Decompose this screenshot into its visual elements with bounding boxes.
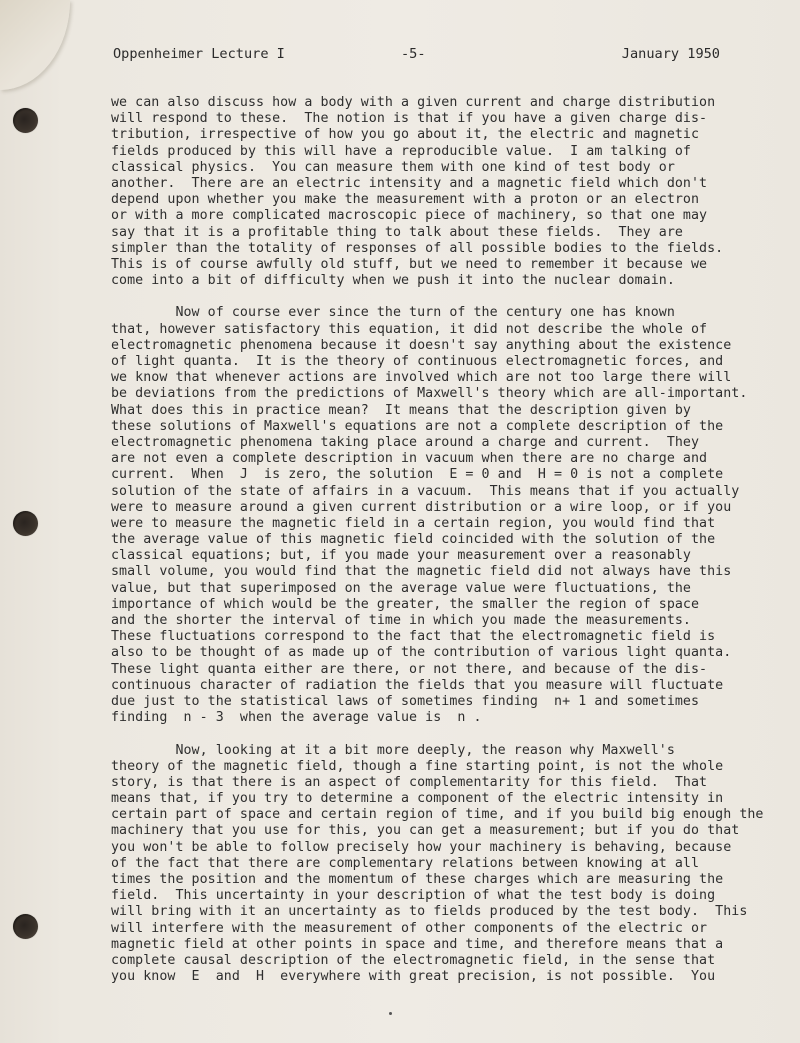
text-line: and the shorter the interval of time in which you made the measurements. [111, 613, 691, 628]
text-line: electromagnetic phenomena because it doesn't say anything about the existence [111, 337, 732, 353]
text-line: means that, if you try to determine a component of the electric intensity in [111, 791, 724, 807]
paragraph-2 [111, 305, 791, 726]
text-line: certain part of space and certain region of time, and if you build big enough the [111, 807, 764, 823]
text-line: magnetic field at other points in space and time, and therefore means that a [111, 936, 724, 952]
text-line: importance of which would be the greater, the smaller the region of space [111, 596, 700, 612]
text-line: classical physics. You can measure them with one kind of test body or [111, 159, 675, 175]
text-line: tribution, irrespective of how you go about it, the electric and magnetic [111, 127, 700, 143]
paragraph-gap [111, 289, 791, 305]
binder-hole-middle [13, 511, 38, 536]
text-line: These fluctuations correspond to the fact that the electromagnetic field is [111, 629, 716, 645]
text-line: or with a more complicated macroscopic piece of machinery, so that one may [111, 208, 708, 224]
text-line: will respond to these. The notion is that if you have a given charge dis- [111, 111, 708, 127]
text-line: will interfere with the measurement of other components of the electric or [111, 920, 708, 936]
text-line: also to be thought of as made up of the contribution of various light quanta. [111, 645, 732, 661]
text-line: due just to the statistical laws of sometimes finding n+ 1 and sometimes [111, 693, 700, 709]
binder-hole-bottom [13, 914, 38, 939]
text-line: another. There are an electric intensity and a magnetic field which don't [111, 175, 708, 191]
text-line: machinery that you use for this, you can get a measurement; but if you do that [111, 823, 740, 839]
page-header [113, 46, 720, 68]
text-line: These light quanta either are there, or not there, and because of the dis- [111, 661, 708, 677]
text-line: you know E and H everywhere with great precision, is not possible. You [111, 969, 716, 985]
text-line: theory of the magnetic field, though a fine starting point, is not the whole [111, 758, 724, 774]
text-line: simpler than the totality of responses of all possible bodies to the fields. [111, 240, 724, 256]
page-corner-curl [0, 0, 70, 90]
text-line: current. When J is zero, the solution E = 0 and H = 0 is not a complete [111, 467, 724, 483]
text-line: value, but that superimposed on the average value were fluctuations, the [111, 580, 691, 596]
text-line: fields produced by this will have a reproducible value. I am talking of [111, 143, 691, 159]
text-line: small volume, you would find that the magnetic field did not always have this [111, 564, 732, 580]
text-line: Now, looking at it a bit more deeply, the reason why Maxwell's [111, 742, 675, 758]
text-line: field. This uncertainty in your description of what the test body is doing [111, 888, 716, 904]
text-line: are not even a complete description in vacuum when there are no charge and [111, 451, 708, 467]
text-line: come into a bit of difficulty when we push it into the nuclear domain. [111, 273, 675, 289]
ink-speck [389, 1012, 392, 1015]
paragraph-gap [111, 726, 791, 742]
text-line: these solutions of Maxwell's equations are not a complete description of the [111, 418, 724, 434]
text-line: depend upon whether you make the measurement with a proton or an electron [111, 192, 700, 208]
text-line: solution of the state of affairs in a vacuum. This means that if you actually [111, 483, 740, 499]
text-line: the average value of this magnetic field coincided with the solution of the [111, 532, 716, 548]
text-line: times the position and the momentum of these charges which are measuring the [111, 872, 724, 887]
text-line: continuous character of radiation the fields that you measure will fluctuate [111, 677, 724, 693]
text-line: What does this in practice mean? It means that the description given by [111, 402, 691, 418]
text-line: were to measure around a given current distribution or a wire loop, or if you [111, 499, 732, 515]
body-text [111, 95, 791, 985]
text-line: of light quanta. It is the theory of continuous electromagnetic forces, and [111, 354, 724, 369]
binder-hole-top [13, 108, 38, 133]
text-line: classical equations; but, if you made your measurement over a reasonably [111, 548, 691, 564]
text-line: were to measure the magnetic field in a certain region, you would find that [111, 515, 716, 531]
text-line: electromagnetic phenomena taking place around a charge and current. They [111, 434, 700, 450]
text-line: you won't be able to follow precisely how your machinery is behaving, because [111, 839, 732, 855]
text-line: be deviations from the predictions of Maxwell's theory which are all-important. [111, 386, 748, 402]
text-line: complete causal description of the electromagnetic field, in the sense that [111, 952, 716, 968]
text-line: of the fact that there are complementary relations between knowing at all [111, 855, 700, 871]
paragraph-3 [111, 743, 791, 986]
header-page-number: -5- [401, 46, 426, 62]
text-line: finding n - 3 when the average value is n . [111, 710, 482, 726]
text-line: that, however satisfactory this equation, it did not describe the whole of [111, 321, 708, 337]
header-lecture-title: Oppenheimer Lecture I [113, 46, 285, 62]
text-line: will bring with it an uncertainty as to fields produced by the test body. This [111, 904, 748, 920]
text-line: This is of course awfully old stuff, but we need to remember it because we [111, 256, 708, 272]
header-date: January 1950 [621, 46, 720, 62]
text-line: we know that whenever actions are involved which are not too large there will [111, 370, 732, 386]
text-line: say that it is a profitable thing to talk about these fields. They are [111, 224, 683, 240]
text-line: we can also discuss how a body with a given current and charge distribution [111, 95, 716, 110]
paragraph-1 [111, 95, 791, 289]
text-line: story, is that there is an aspect of complementarity for this field. That [111, 774, 708, 790]
text-line: Now of course ever since the turn of the century one has known [111, 305, 675, 321]
